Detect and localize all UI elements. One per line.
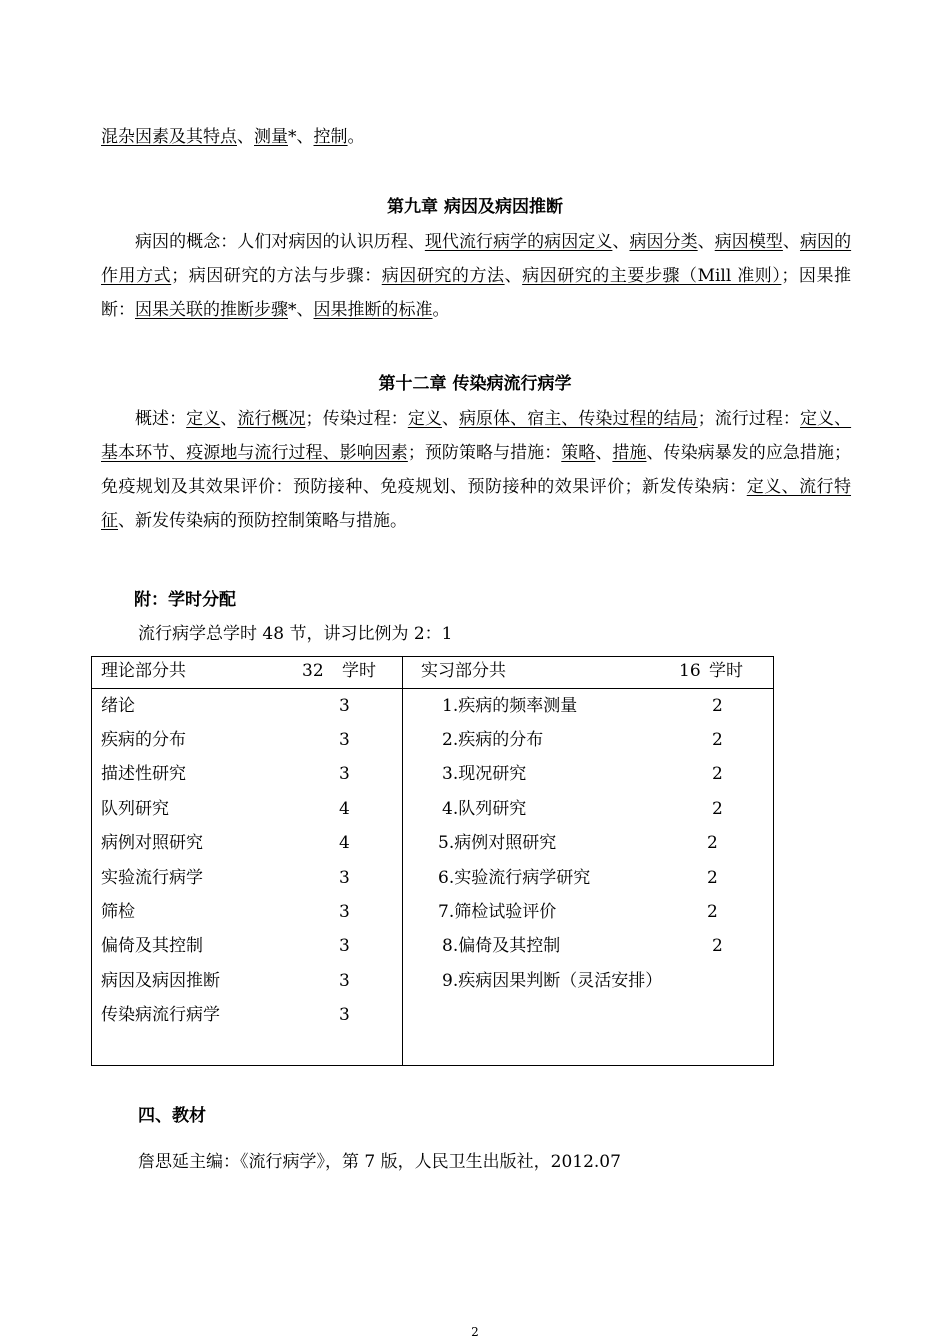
practice-row-hours: 2	[712, 764, 723, 784]
chapter9-paragraph	[101, 225, 851, 327]
text-segment: 、传染病暴发的应急措施；免疫规划及其效果评价：预防接种、免疫规划、预防接种的效果评价；新发传染病：	[101, 443, 852, 497]
practice-row-name: 7.筛检试验评价	[438, 902, 557, 922]
text-segment: 定义	[186, 409, 221, 429]
theory-header-label: 理论部分共	[101, 661, 186, 681]
hours-table	[91, 656, 774, 1066]
theory-row-hours: 3	[339, 902, 350, 922]
theory-row-hours: 4	[339, 799, 350, 819]
text-segment: 概述：	[135, 409, 187, 429]
appendix-title: 附：学时分配	[134, 590, 236, 610]
text-segment: 病因分类	[629, 232, 698, 252]
text-segment: ；因果推断：	[101, 266, 852, 320]
theory-row-hours: 3	[339, 936, 350, 956]
text-segment: 。	[347, 127, 365, 147]
text-segment: ；流行过程：	[697, 409, 800, 429]
text-segment: 病因的作用方式	[101, 232, 852, 286]
theory-row-name: 病因及病因推断	[101, 971, 220, 991]
text-segment: 定义、基本环节、疫源地与流行过程、影响因素	[101, 409, 852, 463]
chapter12-title: 第十二章 传染病流行病学	[378, 374, 572, 394]
theory-row-hours: 4	[339, 833, 350, 853]
table-divider	[402, 657, 403, 1065]
practice-row-hours: 2	[707, 902, 718, 922]
theory-row-name: 实验流行病学	[101, 868, 203, 888]
textbook-title: 四、教材	[138, 1106, 206, 1126]
theory-row-name: 病例对照研究	[101, 833, 203, 853]
text-segment: *、	[288, 127, 314, 147]
practice-row-hours: 2	[712, 696, 723, 716]
text-segment: 、	[237, 127, 254, 147]
practice-header-hours: 16	[679, 661, 701, 681]
text-segment: 混杂因素及其特点	[101, 127, 237, 147]
theory-row-hours: 3	[339, 868, 350, 888]
practice-row-hours: 2	[712, 936, 723, 956]
theory-row-hours: 3	[339, 696, 350, 716]
text-segment: *、	[288, 300, 314, 320]
theory-row-name: 偏倚及其控制	[101, 936, 203, 956]
appendix-summary: 流行病学总学时 48 节，讲习比例为 2：1	[138, 624, 453, 644]
practice-row-name: 3.现况研究	[442, 764, 527, 784]
theory-row-hours: 3	[339, 1005, 350, 1025]
table-header-line	[92, 688, 773, 689]
text-segment: 病原体、宿主、传染过程的结局	[459, 409, 698, 429]
practice-row-name: 8.偏倚及其控制	[442, 936, 561, 956]
text-segment: 、	[612, 232, 630, 252]
text-segment: ；预防策略与措施：	[407, 443, 562, 463]
text-segment: 、	[697, 232, 715, 252]
theory-row-hours: 3	[339, 730, 350, 750]
text-segment: 流行概况	[237, 409, 306, 429]
text-segment: 策略	[561, 443, 596, 463]
theory-row-name: 疾病的分布	[101, 730, 186, 750]
practice-header-unit: 学时	[709, 661, 743, 681]
text-segment: 、	[504, 266, 523, 286]
text-segment: 因果关联的推断步骤	[135, 300, 288, 320]
theory-row-name: 传染病流行病学	[101, 1005, 220, 1025]
practice-row-name: 1.疾病的频率测量	[442, 696, 578, 716]
text-segment: 病因模型	[714, 232, 783, 252]
text-segment: ；病因研究的方法与步骤：	[171, 266, 382, 286]
practice-row-name: 9.疾病因果判断（灵活安排）	[442, 971, 663, 991]
theory-header-hours: 32	[302, 661, 324, 681]
theory-header-unit: 学时	[342, 661, 376, 681]
text-segment: 。	[432, 300, 450, 320]
practice-row-hours: 2	[712, 730, 723, 750]
confounding-paragraph	[101, 120, 851, 154]
practice-row-hours: 2	[707, 868, 718, 888]
theory-row-name: 描述性研究	[101, 764, 186, 784]
text-segment: 、	[595, 443, 613, 463]
text-segment: 、新发传染病的预防控制策略与措施。	[118, 511, 407, 531]
text-segment: 、	[782, 232, 800, 252]
chapter9-title: 第九章 病因及病因推断	[387, 197, 563, 217]
theory-row-name: 队列研究	[101, 799, 169, 819]
text-segment: 因果推断的标准	[313, 300, 433, 320]
theory-row-hours: 3	[339, 764, 350, 784]
text-segment: 措施	[612, 443, 647, 463]
page-number: 2	[471, 1325, 479, 1339]
text-segment: 、	[441, 409, 459, 429]
text-segment: 、	[220, 409, 238, 429]
theory-row-name: 绪论	[101, 696, 135, 716]
practice-header-label: 实习部分共	[421, 661, 506, 681]
text-segment: 现代流行病学的病因定义	[424, 232, 613, 252]
practice-row-name: 2.疾病的分布	[442, 730, 544, 750]
text-segment: 定义	[407, 409, 442, 429]
text-segment: 病因研究的主要步骤（Mill 准则）	[522, 266, 782, 286]
practice-row-hours: 2	[712, 799, 723, 819]
text-segment: 病因的概念：人们对病因的认识历程、	[135, 232, 425, 252]
text-segment: 控制	[313, 127, 348, 147]
text-segment: 测量	[254, 127, 288, 147]
practice-row-name: 4.队列研究	[442, 799, 527, 819]
text-segment: 定义、流行特征	[101, 477, 852, 531]
text-segment: 病因研究的方法	[381, 266, 505, 286]
practice-row-hours: 2	[707, 833, 718, 853]
theory-row-name: 筛检	[101, 902, 135, 922]
practice-row-name: 5.病例对照研究	[438, 833, 557, 853]
theory-row-hours: 3	[339, 971, 350, 991]
textbook-citation: 詹思延主编：《流行病学》，第 7 版，人民卫生出版社，2012.07	[138, 1152, 621, 1172]
chapter12-paragraph	[101, 402, 851, 538]
practice-row-name: 6.实验流行病学研究	[438, 868, 591, 888]
text-segment: ；传染过程：	[305, 409, 408, 429]
